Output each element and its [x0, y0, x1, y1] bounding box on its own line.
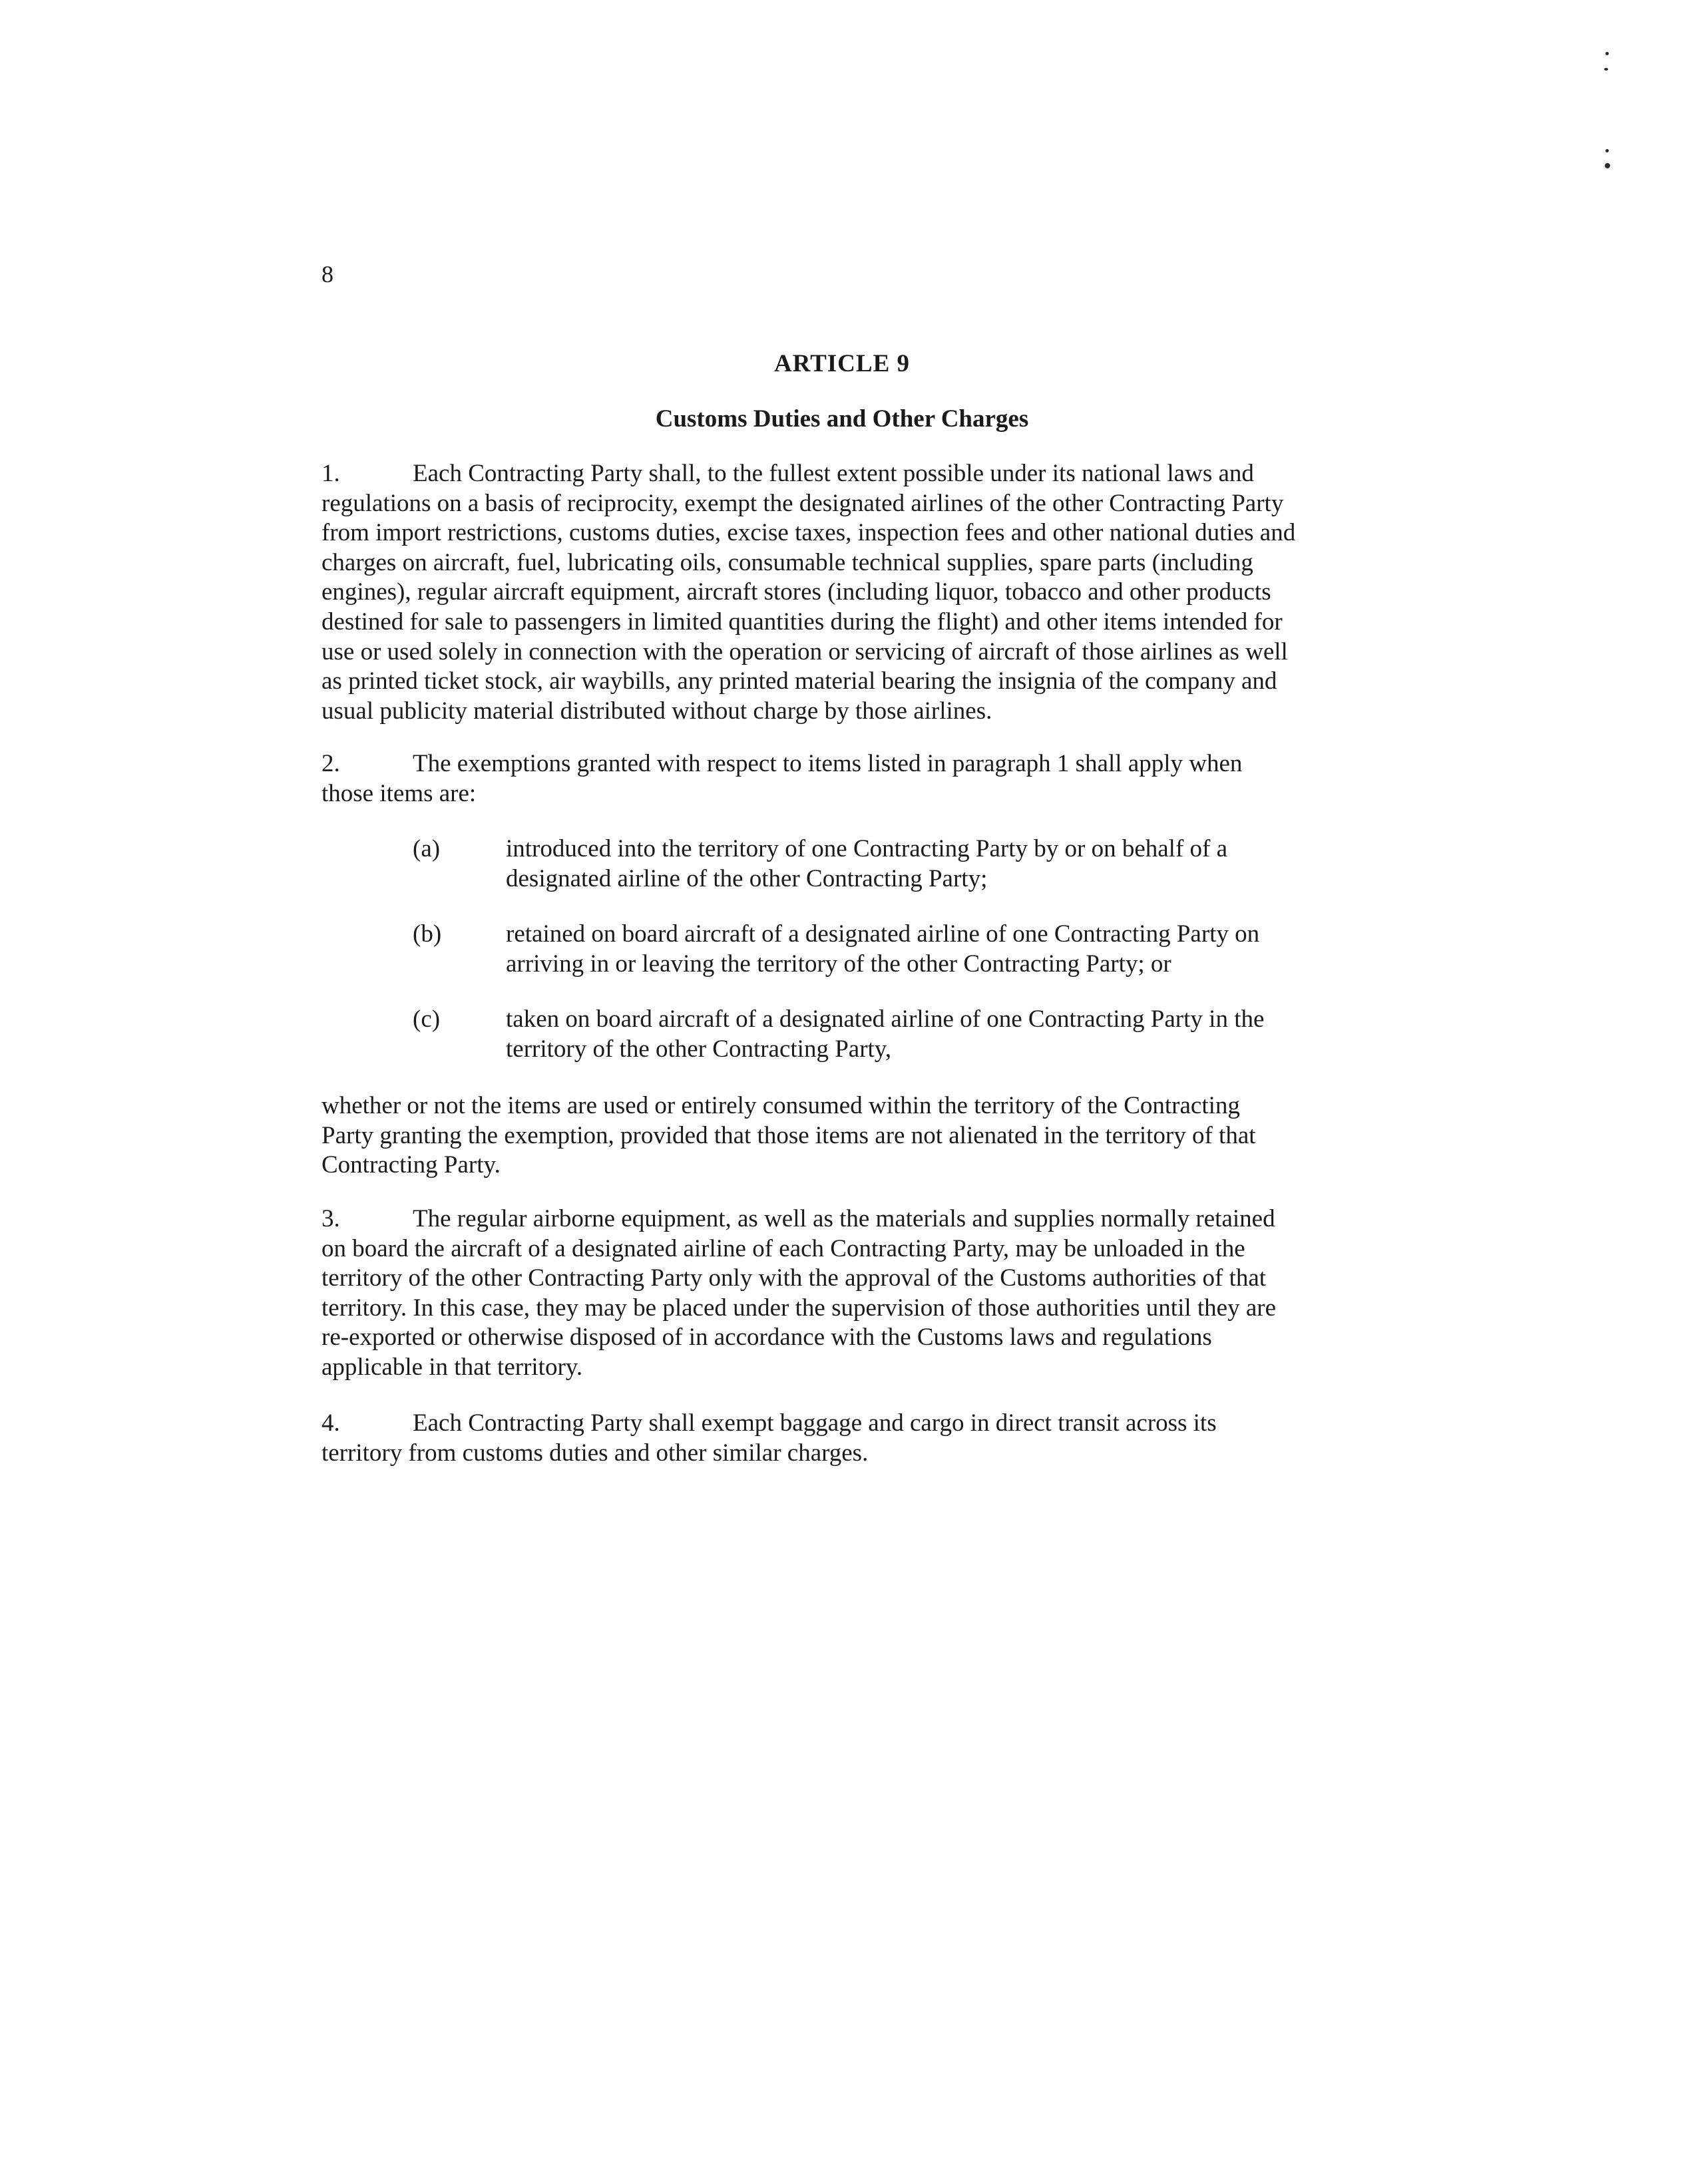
paragraph-text: The exemptions granted with respect to items listed in paragraph 1 shall apply when: [413, 750, 1243, 777]
list-item-line: retained on board aircraft of a designated airline of one Contracting Party on: [506, 920, 1260, 948]
paragraph-line: whether or not the items are used or entirely consumed within the territory of the Contracting: [321, 1092, 1240, 1119]
paragraph-line: on board the aircraft of a designated airline of each Contracting Party, may be unloaded in the: [321, 1234, 1245, 1262]
paragraph-line: destined for sale to passengers in limited quantities during the flight) and other items intended for: [321, 608, 1283, 636]
paragraph-text: Each Contracting Party shall exempt baggage and cargo in direct transit across its: [413, 1409, 1217, 1437]
paragraph-line: as printed ticket stock, air waybills, any printed material bearing the insignia of the company and: [321, 667, 1277, 695]
list-item-label: (b): [413, 920, 442, 948]
scan-mark-top-right-2: [1604, 68, 1608, 71]
paragraph-line: [321, 749, 1347, 779]
list-item-line: introduced into the territory of one Contracting Party by or on behalf of a: [506, 835, 1228, 862]
list-item-text: [506, 920, 1345, 979]
paragraph-number: 3.: [321, 1205, 340, 1232]
paragraph-line: those items are:: [321, 779, 477, 807]
list-item-line: designated airline of the other Contracting Party;: [506, 864, 988, 892]
paragraph-4: [321, 1409, 1347, 1468]
article-title: ARTICLE 9: [773, 350, 911, 377]
paragraph-line: Contracting Party.: [321, 1151, 501, 1179]
paragraph-number: 4.: [321, 1409, 340, 1437]
paragraph-line: [321, 1409, 1347, 1439]
scan-mark-dot-1: [1605, 149, 1609, 152]
list-item-label: (c): [413, 1005, 441, 1033]
list-item-line: taken on board aircraft of a designated airline of one Contracting Party in the: [506, 1005, 1265, 1033]
paragraph-text: The regular airborne equipment, as well as the materials and supplies normally retained: [413, 1205, 1275, 1232]
paragraph-2: [321, 749, 1347, 809]
list-item-line: arriving in or leaving the territory of the other Contracting Party; or: [506, 950, 1171, 978]
paragraph-line: [321, 1204, 1347, 1234]
paragraph-number: 1.: [321, 460, 340, 487]
paragraph-3: [321, 1204, 1347, 1383]
list-item-label: (a): [413, 835, 441, 862]
paragraph-line: usual publicity material distributed without charge by those airlines.: [321, 697, 992, 725]
paragraph-text: Each Contracting Party shall, to the fullest extent possible under its national laws and: [413, 460, 1254, 487]
paragraph-line: territory of the other Contracting Party only with the approval of the Customs authorities of that: [321, 1264, 1267, 1292]
list-item-line: territory of the other Contracting Party,: [506, 1035, 892, 1063]
paragraph-line: territory. In this case, they may be placed under the supervision of those authorities until they are: [321, 1294, 1277, 1322]
scan-mark-top-right: [1605, 52, 1609, 55]
list-item-text: [506, 1005, 1345, 1064]
scan-mark-dot-2: [1605, 163, 1610, 168]
paragraph-line: regulations on a basis of reciprocity, exempt the designated airlines of the other Contracting Party: [321, 489, 1284, 517]
paragraph-line: use or used solely in connection with the operation or servicing of aircraft of those airlines as well: [321, 637, 1288, 665]
paragraph-line: re-exported or otherwise disposed of in accordance with the Customs laws and regulations: [321, 1324, 1212, 1352]
paragraph-line: applicable in that territory.: [321, 1353, 583, 1381]
paragraph-line: territory from customs duties and other similar charges.: [321, 1439, 869, 1467]
page-number: 8: [321, 261, 333, 287]
paragraph-2-closing: [321, 1091, 1347, 1181]
paragraph-line: from import restrictions, customs duties, excise taxes, inspection fees and other national duties and: [321, 519, 1296, 547]
paragraph-line: [321, 459, 1347, 489]
paragraph-line: Party granting the exemption, provided that those items are not alienated in the territory of that: [321, 1121, 1256, 1149]
list-item-text: [506, 834, 1345, 894]
paragraph-number: 2.: [321, 750, 340, 777]
paragraph-1: [321, 459, 1347, 726]
paragraph-line: charges on aircraft, fuel, lubricating oils, consumable technical supplies, spare parts (including: [321, 548, 1253, 576]
paragraph-line: engines), regular aircraft equipment, aircraft stores (including liquor, tobacco and other products: [321, 578, 1271, 606]
article-subtitle: Customs Duties and Other Charges: [655, 405, 1029, 433]
